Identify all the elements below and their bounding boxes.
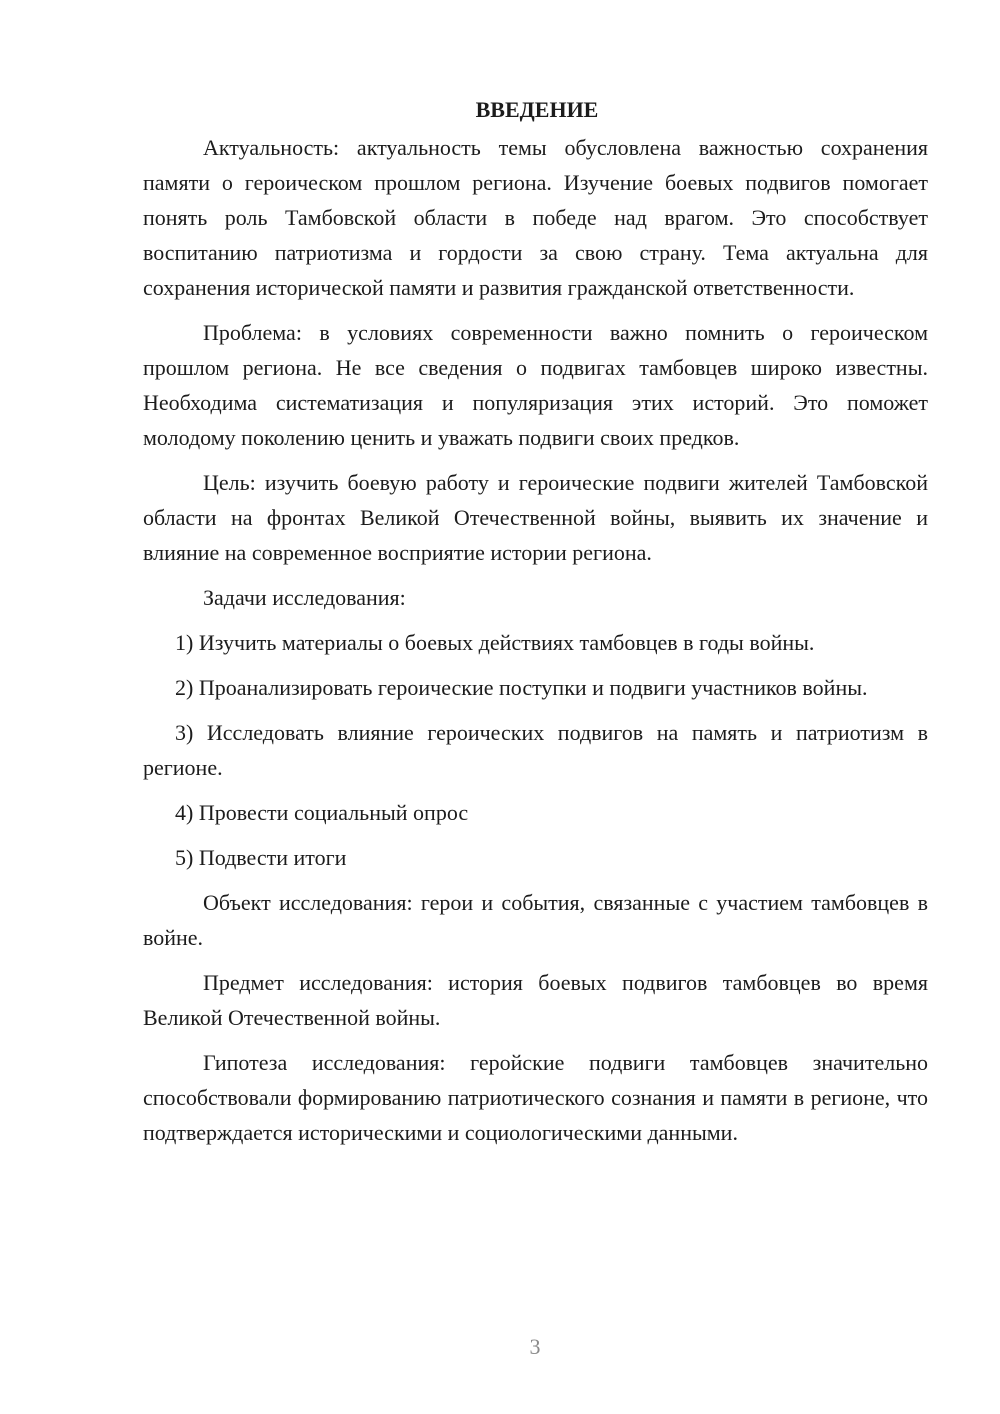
paragraph-object: Объект исследования: герои и события, связанные с участием тамбовцев в войне. [143,890,928,950]
task-item-1: 1) Изучить материалы о боевых действиях тамбовцев в годы войны. [175,630,815,655]
paragraph-relevance: Актуальность: актуальность темы обусловлена важностью сохранения памяти о героическом прошлом региона. Изучение боевых подвигов помогает понять роль Тамбовской области в победе над врагом. Это способствует воспитанию патриотизма и гордости за свою страну. Тема актуальна для сохранения исторической памяти и развития гражданской ответственности. [143,135,928,300]
task-item-3: 3) Исследовать влияние героических подвигов на память и патриотизм в регионе. [143,720,928,780]
paragraph-subject: Предмет исследования: история боевых подвигов тамбовцев во время Великой Отечественной войны. [143,970,928,1030]
paragraph-hypothesis: Гипотеза исследования: геройские подвиги тамбовцев значительно способствовали формированию патриотического сознания и памяти в регионе, что подтверждается историческими и социологическими данными. [143,1050,928,1145]
task-item-2: 2) Проанализировать героические поступки и подвиги участников войны. [175,675,868,700]
tasks-title: Задачи исследования: [203,585,406,610]
section-heading: ВВЕДЕНИЕ [475,97,599,122]
task-item-4: 4) Провести социальный опрос [175,800,469,825]
page-number: 3 [529,1334,541,1359]
paragraph-problem: Проблема: в условиях современности важно помнить о героическом прошлом региона. Не все сведения о подвигах тамбовцев широко известны. Необходима систематизация и популяризация этих историй. Это поможет молодому поколению ценить и уважать подвиги своих предков. [143,320,928,450]
paragraph-goal: Цель: изучить боевую работу и героические подвиги жителей Тамбовской области на фронтах Великой Отечественной войны, выявить их значение и влияние на современное восприятие истории региона. [143,470,928,565]
document-page [143,92,928,1160]
task-item-5: 5) Подвести итоги [175,845,347,870]
